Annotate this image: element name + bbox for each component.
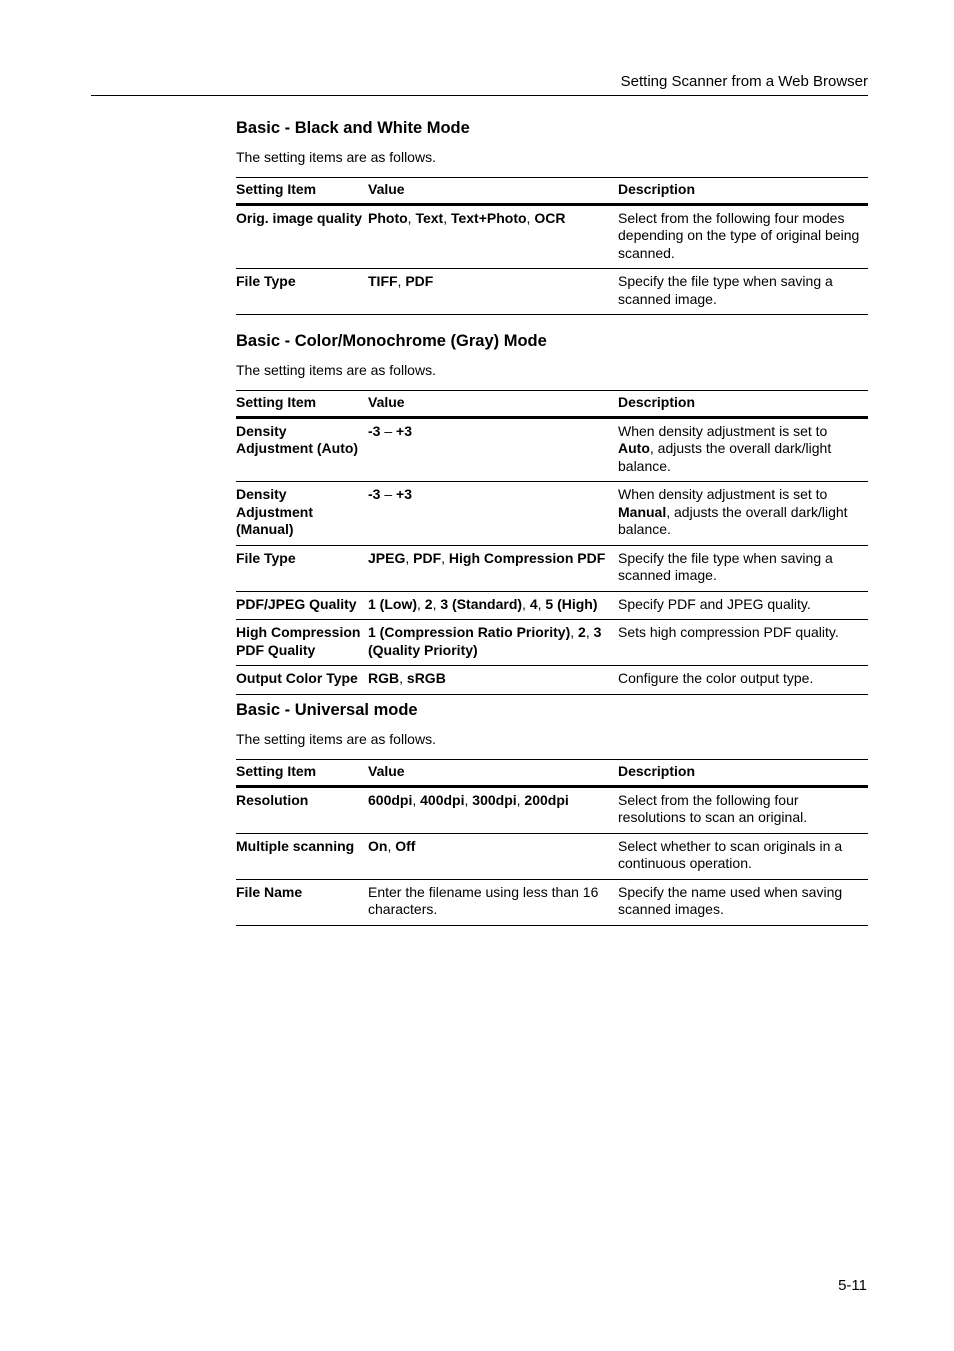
- value-cell: [368, 833, 618, 879]
- value-cell: [368, 786, 618, 833]
- value-option: 200dpi: [524, 791, 569, 808]
- description-cell: [618, 666, 868, 695]
- section-title: Basic - Universal mode: [236, 701, 418, 719]
- value-separator: ,: [397, 273, 406, 289]
- table-row: [236, 417, 868, 482]
- description-text: Select from the following four resolutions to scan an original.: [618, 791, 808, 825]
- value-option: TIFF: [368, 273, 398, 289]
- value-separator: ,: [387, 837, 396, 854]
- value-separator: ,: [585, 624, 594, 640]
- column-header-description: Description: [618, 763, 696, 779]
- value-option: 600dpi: [368, 791, 413, 808]
- table-row: [236, 204, 868, 269]
- value-separator: ,: [412, 791, 421, 808]
- value-option: 2: [424, 595, 433, 612]
- value-separator: ,: [526, 209, 535, 226]
- column-header-setting-item: Setting Item: [236, 394, 317, 410]
- value-option: +3: [396, 486, 412, 502]
- value-cell: [368, 879, 618, 925]
- setting-item-cell: High Compression PDF Quality: [236, 624, 361, 658]
- table-row: [236, 879, 868, 925]
- value-option: On: [368, 837, 388, 854]
- value-option: 300dpi: [472, 791, 517, 808]
- value-cell: [368, 204, 618, 269]
- value-separator: Enter the filename using less than 16 characters.: [368, 883, 599, 917]
- description-text: When density adjustment is set to: [618, 422, 828, 439]
- description-text: Specify the name used when saving scanned images.: [618, 883, 843, 917]
- description-cell: [618, 269, 868, 315]
- description-cell: [618, 417, 868, 482]
- value-cell: [368, 591, 618, 620]
- header-rule: [91, 95, 868, 96]
- table-row: [236, 620, 868, 666]
- column-header-value: Value: [368, 181, 405, 197]
- column-header-description: Description: [618, 394, 696, 410]
- value-option: OCR: [534, 209, 566, 226]
- description-emphasis: Auto: [618, 440, 650, 456]
- value-separator: –: [380, 486, 397, 502]
- description-text: , adjusts the overall dark/light balance.: [618, 503, 848, 537]
- value-option: RGB: [368, 670, 400, 686]
- section-black-and-white: [236, 118, 868, 315]
- value-cell: [368, 417, 618, 482]
- column-header-setting-item: Setting Item: [236, 763, 317, 779]
- value-separator: ,: [516, 791, 525, 808]
- value-option: Photo: [368, 209, 408, 226]
- description-cell: [618, 591, 868, 620]
- value-option: -3: [368, 422, 381, 439]
- value-separator: –: [380, 422, 397, 439]
- section-title: Basic - Black and White Mode: [236, 119, 470, 137]
- value-separator: ,: [407, 209, 416, 226]
- setting-item-cell: Resolution: [236, 791, 309, 808]
- value-option: 1 (Low): [368, 595, 417, 612]
- value-option: -3: [368, 486, 381, 502]
- description-text: Select from the following four modes depending on the type of original being scanned.: [618, 209, 860, 261]
- table-row: [236, 786, 868, 833]
- value-cell: [368, 620, 618, 666]
- description-text: When density adjustment is set to: [618, 486, 828, 502]
- section-color-monochrome: [236, 331, 868, 695]
- section-intro: The setting items are as follows.: [236, 731, 436, 747]
- value-cell: [368, 545, 618, 591]
- value-option: 1 (Compression Ratio Priority): [368, 624, 571, 640]
- value-option: 5 (High): [545, 595, 598, 612]
- description-cell: [618, 879, 868, 925]
- value-option: sRGB: [406, 670, 446, 686]
- value-option: Text: [415, 209, 444, 226]
- value-option: 3 (Standard): [440, 595, 523, 612]
- table-row: [236, 269, 868, 315]
- value-option: JPEG: [368, 549, 406, 566]
- description-text: Specify PDF and JPEG quality.: [618, 595, 811, 612]
- value-cell: [368, 269, 618, 315]
- description-text: Specify the file type when saving a scanned image.: [618, 549, 833, 583]
- setting-item-cell: Output Color Type: [236, 670, 358, 686]
- table-header-row: [236, 391, 868, 418]
- value-cell: [368, 666, 618, 695]
- description-cell: [618, 482, 868, 546]
- description-text: Configure the color output type.: [618, 670, 814, 686]
- value-option: Text+Photo: [450, 209, 527, 226]
- value-separator: ,: [537, 595, 546, 612]
- value-separator: ,: [405, 549, 414, 566]
- description-cell: [618, 545, 868, 591]
- setting-item-cell: File Name: [236, 883, 303, 900]
- value-option: 3 (Quality Priority): [368, 624, 602, 658]
- value-option: PDF: [405, 273, 434, 289]
- column-header-value: Value: [368, 763, 405, 779]
- value-option: 400dpi: [420, 791, 465, 808]
- section-title: Basic - Color/Monochrome (Gray) Mode: [236, 332, 547, 350]
- value-separator: ,: [441, 549, 449, 566]
- value-option: Off: [395, 837, 416, 854]
- value-option: High Compression PDF: [448, 549, 606, 566]
- value-separator: ,: [432, 595, 441, 612]
- table-row: [236, 591, 868, 620]
- value-separator: ,: [570, 624, 579, 640]
- setting-item-cell: File Type: [236, 273, 296, 289]
- section-intro: The setting items are as follows.: [236, 362, 436, 378]
- column-header-description: Description: [618, 181, 696, 197]
- section-universal: [236, 700, 868, 926]
- setting-item-cell: PDF/JPEG Quality: [236, 595, 357, 612]
- description-text: , adjusts the overall dark/light balance.: [618, 440, 832, 474]
- table-row: [236, 833, 868, 879]
- description-cell: [618, 204, 868, 269]
- column-header-value: Value: [368, 394, 405, 410]
- table-row: [236, 666, 868, 695]
- table-header-row: [236, 760, 868, 787]
- value-option: 4: [529, 595, 538, 612]
- settings-table: [236, 177, 868, 315]
- value-separator: ,: [443, 209, 451, 226]
- setting-item-cell: Density Adjustment (Auto): [236, 422, 359, 456]
- value-separator: ,: [399, 670, 407, 686]
- running-header: Setting Scanner from a Web Browser: [620, 73, 868, 90]
- description-cell: [618, 833, 868, 879]
- description-cell: [618, 786, 868, 833]
- setting-item-cell: Orig. image quality: [236, 209, 363, 226]
- value-option: 2: [578, 624, 586, 640]
- setting-item-cell: Density Adjustment (Manual): [236, 486, 313, 537]
- page-number: 5-11: [838, 1277, 867, 1294]
- settings-table: [236, 390, 868, 695]
- table-row: [236, 545, 868, 591]
- description-emphasis: Manual: [618, 503, 667, 520]
- value-separator: ,: [464, 791, 473, 808]
- value-cell: [368, 482, 618, 546]
- table-header-row: [236, 178, 868, 205]
- description-text: Sets high compression PDF quality.: [618, 624, 839, 640]
- value-separator: ,: [417, 595, 425, 612]
- description-text: Select whether to scan originals in a continuous operation.: [618, 837, 843, 871]
- value-separator: ,: [522, 595, 530, 612]
- table-row: [236, 482, 868, 546]
- section-intro: The setting items are as follows.: [236, 149, 436, 165]
- description-text: Specify the file type when saving a scanned image.: [618, 273, 833, 307]
- value-option: PDF: [413, 549, 442, 566]
- value-option: +3: [396, 422, 412, 439]
- column-header-setting-item: Setting Item: [236, 181, 317, 197]
- settings-table: [236, 759, 868, 926]
- setting-item-cell: Multiple scanning: [236, 837, 355, 854]
- setting-item-cell: File Type: [236, 549, 296, 566]
- description-cell: [618, 620, 868, 666]
